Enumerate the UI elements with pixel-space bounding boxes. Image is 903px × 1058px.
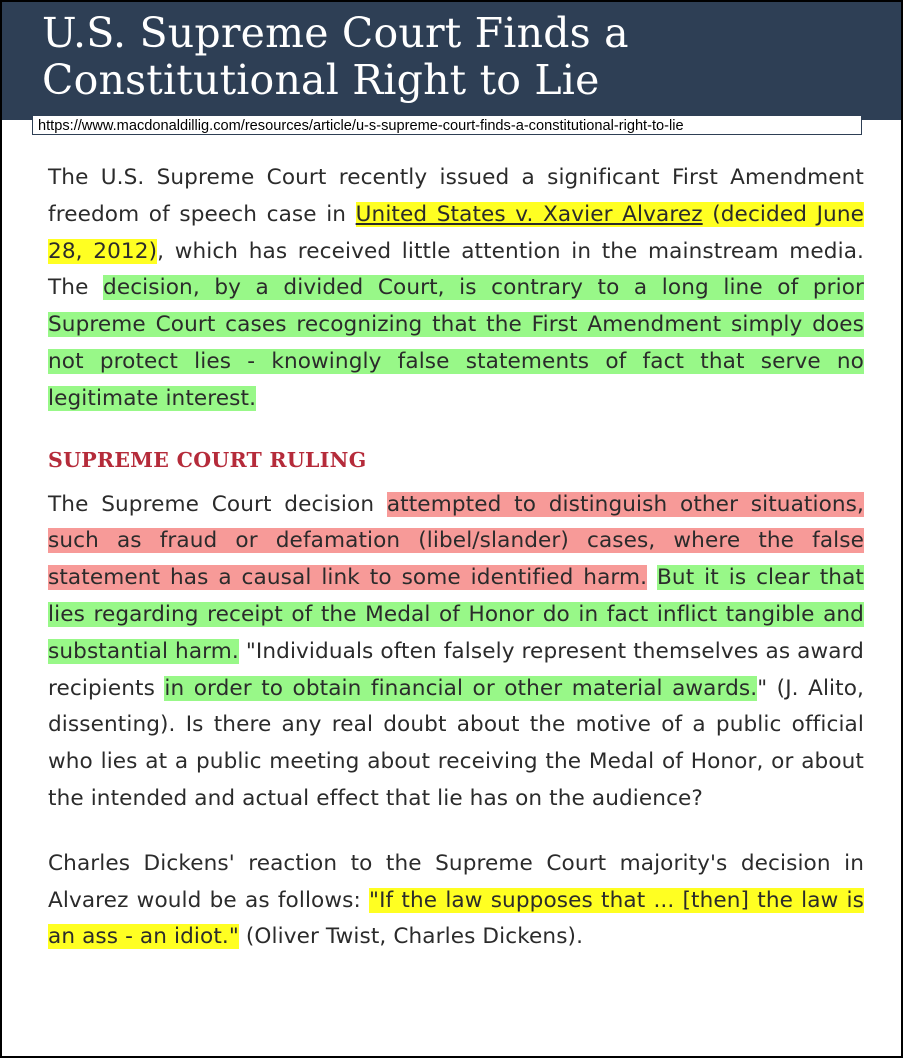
decision-highlight: decision, by a divided Court, is contrary to a long line of prior Supreme Court cases recognizing that the First Amendment simply does not protect lies - knowingly false statements of fact that serve no legitimate interest. [48, 275, 864, 411]
article-title: U.S. Supreme Court Finds a Constitutional Right to Lie [42, 9, 629, 104]
ruling-spacer [647, 565, 657, 590]
ruling-paragraph [48, 487, 864, 818]
intro-text: The U.S. Supreme Court recently issued a significant First Amendment freedom of speech case in [48, 165, 864, 227]
source-url[interactable]: https://www.macdonaldillig.com/resources/article/u-s-supreme-court-finds-a-constitutional-right-to-lie [32, 115, 862, 135]
dickens-text: Charles Dickens' reaction to the Supreme Court majority's decision in Alvarez would be as follows: [48, 850, 864, 913]
article-header [2, 2, 901, 120]
awards-highlight: in order to obtain financial or other material awards. [164, 675, 758, 701]
quote-highlight: "If the law supposes that ... [then] the law is an ass - an idiot." [48, 887, 864, 950]
decision-date: (decided June 28, 2012) [48, 201, 864, 264]
intro-paragraph [48, 160, 864, 418]
section-heading: SUPREME COURT RULING [48, 447, 367, 472]
ruling-text: The Supreme Court decision [48, 491, 387, 517]
distinguish-highlight: attempted to distinguish other situations, such as fraud or defamation (libel/slander) cases, where the false statement has a causal link to some identified harm. [48, 491, 864, 591]
harm-highlight: But it is clear that lies regarding receipt of the Medal of Honor do in fact inflict tangible and substantial harm. [48, 565, 864, 664]
ruling-text-2: "Individuals often falsely represent themselves as award recipients [48, 638, 864, 701]
article-body [48, 160, 864, 956]
dickens-paragraph [48, 846, 864, 956]
intro-text-2: , which has received little attention in the mainstream media. The [48, 238, 864, 301]
ruling-text-3: " (J. Alito, dissenting). Is there any real doubt about the motive of a public official who lies at a public meeting about receiving the Medal of Honor, or about the intended and actual effect that lie has on the audience? [48, 675, 864, 811]
case-link[interactable]: United States v. Xavier Alvarez [355, 201, 703, 227]
dickens-citation: (Oliver Twist, Charles Dickens). [238, 924, 584, 950]
